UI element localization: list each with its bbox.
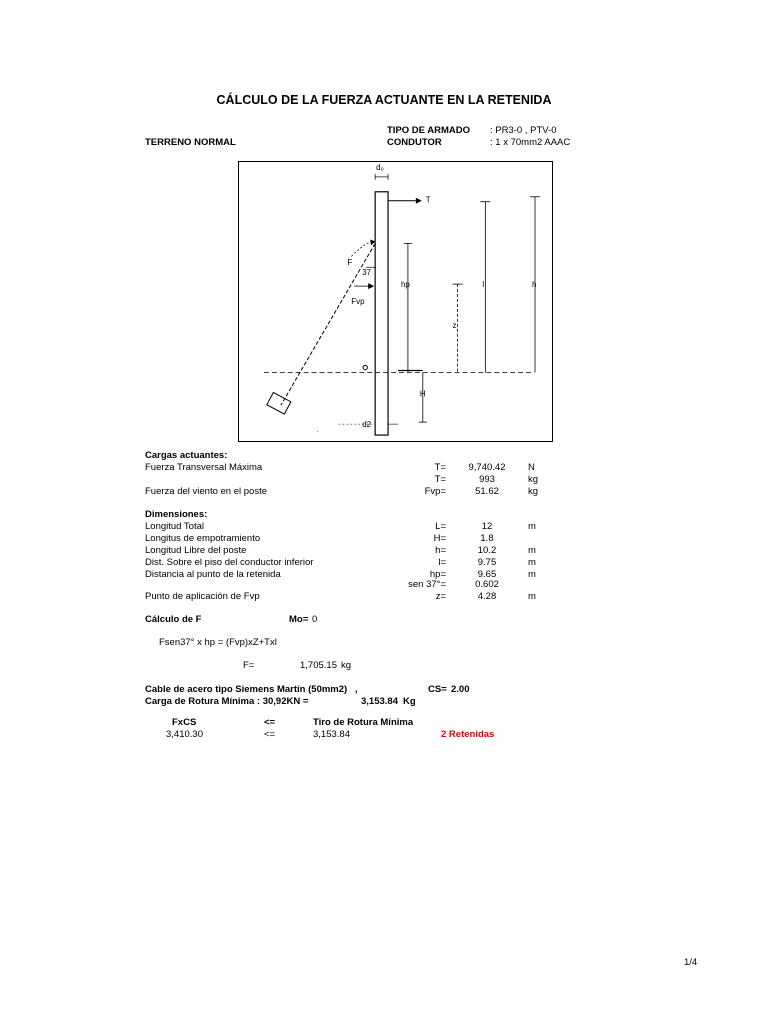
page-number: 1/4 <box>684 957 698 968</box>
cargas-value-2: 51.62 <box>475 486 499 497</box>
dim-value-4: 9.65 <box>477 569 497 580</box>
op-value: <= <box>264 729 276 740</box>
fxcs-header: FxCS <box>172 717 197 728</box>
cargas-label-0: Fuerza Transversal Máxima <box>145 462 263 473</box>
cs-value: 2.00 <box>451 684 470 695</box>
d2-label: d2 <box>362 420 372 430</box>
dim-value-6: 4.28 <box>477 591 497 602</box>
d1-label: d₀ <box>376 162 384 172</box>
cargas-value-1: 993 <box>479 474 495 485</box>
cargas-sym-0: T= <box>434 462 446 473</box>
mo-value: 0 <box>312 614 318 625</box>
f-result-unit: kg <box>341 660 352 671</box>
tipo-armado-value: : PR3-0 , PTV-0 <box>490 125 557 136</box>
tiro-header: Tiro de Rotura Mínima <box>313 717 414 728</box>
cargas-unit-1: kg <box>528 474 539 485</box>
guy-wire <box>281 243 375 405</box>
dim-label-0: Longitud Total <box>145 521 204 532</box>
result-badge: 2 Retenidas <box>441 729 495 740</box>
pole <box>375 192 388 435</box>
z-label: z <box>452 320 457 330</box>
anchor-block <box>267 392 291 414</box>
cargas-unit-2: kg <box>528 486 539 497</box>
page-title: CÁLCULO DE LA FUERZA ACTUANTE EN LA RETENIDA <box>216 93 552 107</box>
cable-comma: , <box>355 684 358 695</box>
dim-sym-4: hp= <box>429 569 446 580</box>
dim-sym-3: l= <box>438 557 446 568</box>
svg-text:.: . <box>316 428 319 435</box>
dim-label-2: Longitud Libre del poste <box>145 545 247 556</box>
terreno-label: TERRENO NORMAL <box>145 137 236 148</box>
dim-sym-2: h= <box>435 545 446 556</box>
cable-line2: Carga de Rotura Mínima : 30,92KN = <box>145 696 309 707</box>
dim-label-1: Longitus de empotramiento <box>145 533 261 544</box>
dim-unit-4: m <box>528 569 536 580</box>
fvp-label: Fvp <box>351 296 365 306</box>
l-label: l <box>482 280 485 290</box>
pole-diagram <box>238 161 553 442</box>
angle-label: 37 <box>362 268 372 278</box>
dim-unit-0: m <box>528 521 536 532</box>
cargas-unit-0: N <box>528 462 535 473</box>
dim-value-1: 1.8 <box>480 533 494 544</box>
dim-sym-1: H= <box>433 533 446 544</box>
dim-label-6: Punto de aplicación de Fvp <box>145 591 260 602</box>
dim-unit-2: m <box>528 545 536 556</box>
dim-value-3: 9.75 <box>477 557 497 568</box>
dim-label-3: Dist. Sobre el piso del conductor inferior <box>145 557 314 568</box>
tiro-value: 3,153.84 <box>313 729 350 740</box>
dim-value-0: 12 <box>481 521 493 532</box>
fxcs-value: 3,410.30 <box>166 729 203 740</box>
op-header: <= <box>264 717 276 728</box>
dim-value-5: 0.602 <box>475 579 499 590</box>
dim-value-2: 10.2 <box>477 545 497 556</box>
cs-label: CS= <box>428 684 447 695</box>
rotura-unit: Kg <box>403 696 416 707</box>
big-h-label: H <box>419 389 426 399</box>
dim-sym-5: sen 37°= <box>408 579 446 590</box>
cargas-label-2: Fuerza del viento en el poste <box>145 486 267 497</box>
t-label: T <box>425 195 431 205</box>
tipo-armado-label: TIPO DE ARMADO <box>387 125 471 136</box>
dim-sym-6: z= <box>435 591 446 602</box>
dim-sym-0: L= <box>435 521 446 532</box>
f-label: F <box>347 258 353 268</box>
h-label: h <box>532 280 537 290</box>
dim-unit-3: m <box>528 557 536 568</box>
calculo-heading: Cálculo de F <box>145 614 202 625</box>
cargas-sym-1: T= <box>434 474 446 485</box>
dimensiones-heading: Dimensiones: <box>145 509 208 520</box>
f-result-value: 1,705.15 <box>300 660 337 671</box>
condutor-label: CONDUTOR <box>387 137 442 148</box>
condutor-value: : 1 x 70mm2 AAAC <box>490 137 571 148</box>
pole-diagram-svg <box>239 162 552 441</box>
cargas-sym-2: Fvp= <box>424 486 446 497</box>
equation: Fsen37° x hp = (Fvp)xZ+Txl <box>159 637 277 648</box>
mo-label: Mo= <box>289 614 309 625</box>
hp-label: hp <box>400 280 410 290</box>
cargas-heading: Cargas actuantes: <box>145 450 228 461</box>
f-result-label: F= <box>243 660 255 671</box>
dim-unit-6: m <box>528 591 536 602</box>
rotura-value: 3,153.84 <box>361 696 398 707</box>
cargas-value-0: 9,740.42 <box>468 462 506 473</box>
cable-line1: Cable de acero tipo Siemens Martín (50mm2) <box>145 684 348 695</box>
dim-label-4: Distancia al punto de la retenida <box>145 569 281 580</box>
